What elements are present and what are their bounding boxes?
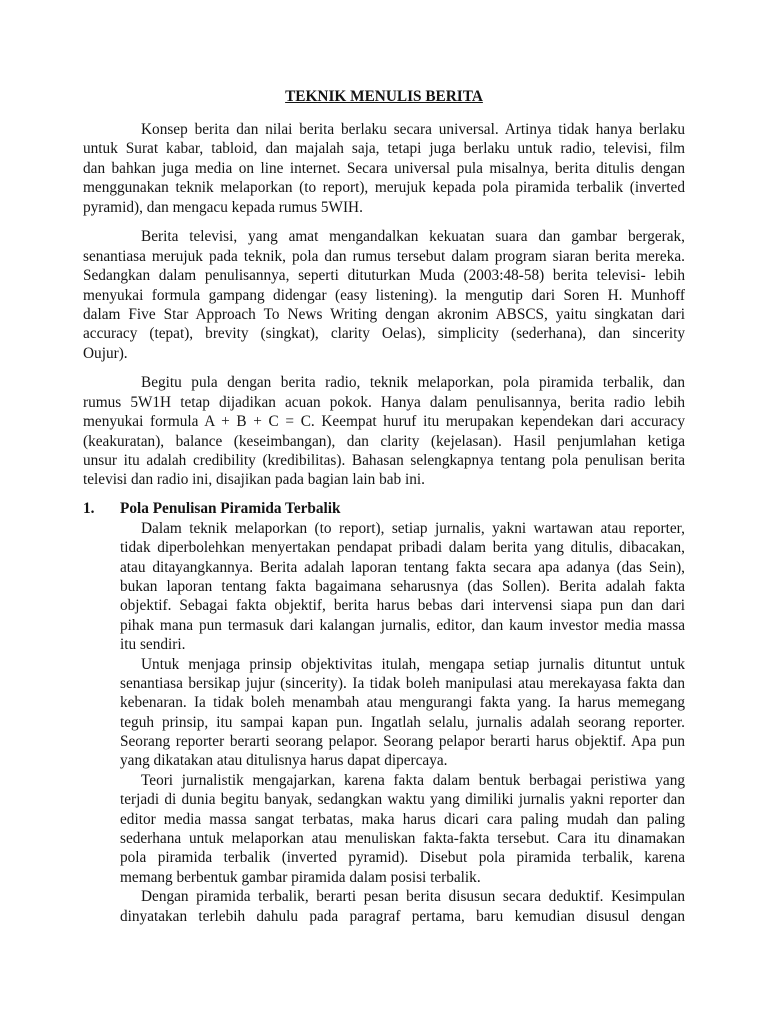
text-line: pola piramida terbalik (inverted pyramid). Disebut pola piramida terbalik, karena bbox=[120, 849, 685, 867]
text-line: tidak diperbolehkan menyertakan pendapat pribadi dalam berita yang ditulis, dibacakan, bbox=[120, 539, 685, 557]
section-paragraph bbox=[120, 771, 685, 887]
text-line: dan bahkan juga media on line internet. Secara universal pula misalnya, berita ditulis dengan bbox=[83, 159, 685, 177]
section-paragraph bbox=[120, 887, 685, 926]
section-heading-text: Pola Penulisan Piramida Terbalik bbox=[120, 500, 341, 518]
text-line: pyramid), dan mengacu kepada rumus 5WIH. bbox=[83, 198, 363, 216]
text-line: Dengan piramida terbalik, berarti pesan berita disusun secara deduktif. Kesimpulan bbox=[141, 888, 685, 906]
text-line: Untuk menjaga prinsip objektivitas itulah, mengapa setiap jurnalis dituntut untuk bbox=[141, 655, 685, 673]
text-line: untuk Surat kabar, tabloid, dan majalah saja, tetapi juga berlaku untuk radio, televisi, film bbox=[83, 140, 685, 158]
text-line: (keakuratan), balance (keseimbangan), dan clarity (kejelasan). Hasil penjumlahan ketiga bbox=[83, 432, 685, 450]
text-line: menyukai formula A + B + C = C. Keempat huruf itu merupakan kependekan dari accuracy bbox=[83, 413, 685, 431]
text-line: unsur itu adalah credibility (kredibilitas). Bahasan selengkapnya tentang pola penulisan berita bbox=[83, 452, 685, 470]
text-line: Begitu pula dengan berita radio, teknik melaporkan, pola piramida terbalik, dan bbox=[141, 374, 685, 392]
text-line: accuracy (tepat), brevity (singkat), clarity Oelas), simplicity (sederhana), dan sincerity bbox=[83, 325, 685, 343]
text-line: bukan laporan tentang fakta bagaimana seharusnya (das Sollen). Berita adalah fakta bbox=[120, 577, 685, 595]
text-line: Seorang reporter berarti seorang pelapor. Seorang pelapor berarti harus objektif. Apa pun bbox=[120, 733, 685, 751]
section-paragraph bbox=[120, 519, 685, 655]
text-line: objektif. Sebagai fakta objektif, berita harus bebas dari intervensi siapa pun dan dari bbox=[120, 597, 685, 615]
intro-paragraph bbox=[83, 120, 685, 217]
intro-section bbox=[83, 120, 685, 490]
text-line: televisi dan radio ini, disajikan pada bagian lain bab ini. bbox=[83, 471, 425, 489]
text-line: memang berbentuk gambar piramida dalam posisi terbalik. bbox=[120, 868, 481, 886]
intro-paragraph bbox=[83, 227, 685, 363]
text-line: dalam Five Star Approach To News Writing dengan akronim ABSCS, yaitu singkatan dari bbox=[83, 305, 685, 323]
section-paragraph bbox=[120, 655, 685, 771]
text-line: sederhana untuk melaporkan atau menuliskan fakta-fakta tersebut. Cara itu dinamakan bbox=[120, 830, 685, 848]
text-line: kebenaran. Ia tidak boleh menambah atau mengurangi fakta yang. Ia harus memegang bbox=[120, 694, 685, 712]
text-line: menggunakan teknik melaporkan (to report), merujuk kepada pola piramida terbalik (inverted bbox=[83, 179, 685, 197]
text-line: terjadi di dunia begitu banyak, sedangkan waktu yang dimiliki jurnalis yakni reporter dan bbox=[120, 791, 685, 809]
section-body bbox=[120, 519, 685, 926]
text-line: Berita televisi, yang amat mengandalkan kekuatan suara dan gambar bergerak, bbox=[141, 228, 685, 246]
text-line: Dalam teknik melaporkan (to report), setiap jurnalis, yakni wartawan atau reporter, bbox=[141, 519, 685, 537]
text-line: menyukai formula gampang didengar (easy listening). la mengutip dari Soren H. Munhoff bbox=[83, 286, 685, 304]
text-line: Teori jurnalistik mengajarkan, karena fakta dalam bentuk berbagai peristiwa yang bbox=[141, 771, 685, 789]
text-line: atau ditayangkannya. Berita adalah laporan tentang fakta secara apa adanya (das Sein), bbox=[120, 558, 685, 576]
text-line: pihak mana pun termasuk dari kalangan jurnalis, editor, dan kaum investor media massa bbox=[120, 616, 685, 634]
document-title: TEKNIK MENULIS BERITA bbox=[285, 88, 483, 105]
text-line: teguh prinsip, itu sampai kapan pun. Ingatlah selalu, jurnalis adalah seorang reporter. bbox=[120, 713, 685, 731]
text-line: Konsep berita dan nilai berita berlaku secara universal. Artinya tidak hanya berlaku bbox=[141, 120, 685, 138]
section-heading bbox=[83, 499, 685, 518]
text-line: dinyatakan terlebih dahulu pada paragraf pertama, baru kemudian disusul dengan bbox=[120, 907, 685, 925]
text-line: editor media massa sangat terbatas, maka harus dicari cara paling mudah dan paling bbox=[120, 810, 685, 828]
document-page bbox=[83, 87, 685, 926]
text-line: Oujur). bbox=[83, 344, 128, 362]
section-number: 1. bbox=[83, 500, 95, 518]
text-line: Sedangkan dalam penulisannya, seperti dituturkan Muda (2003:48-58) berita televisi- lebih bbox=[83, 267, 685, 285]
text-line: senantiasa merujuk pada teknik, pola dan rumus tersebut dalam program siaran berita mereka. bbox=[83, 247, 685, 265]
text-line: itu sendiri. bbox=[120, 636, 186, 654]
intro-paragraph bbox=[83, 373, 685, 489]
text-line: senantiasa bersikap jujur (sincerity). Ia tidak boleh manipulasi atau merekayasa fakta dan bbox=[120, 674, 685, 692]
text-line: yang dikatakan atau ditulisnya harus dapat dipercaya. bbox=[120, 752, 448, 770]
text-line: rumus 5W1H tetap dijadikan acuan pokok. Hanya dalam penulisannya, berita radio lebih bbox=[83, 393, 685, 411]
